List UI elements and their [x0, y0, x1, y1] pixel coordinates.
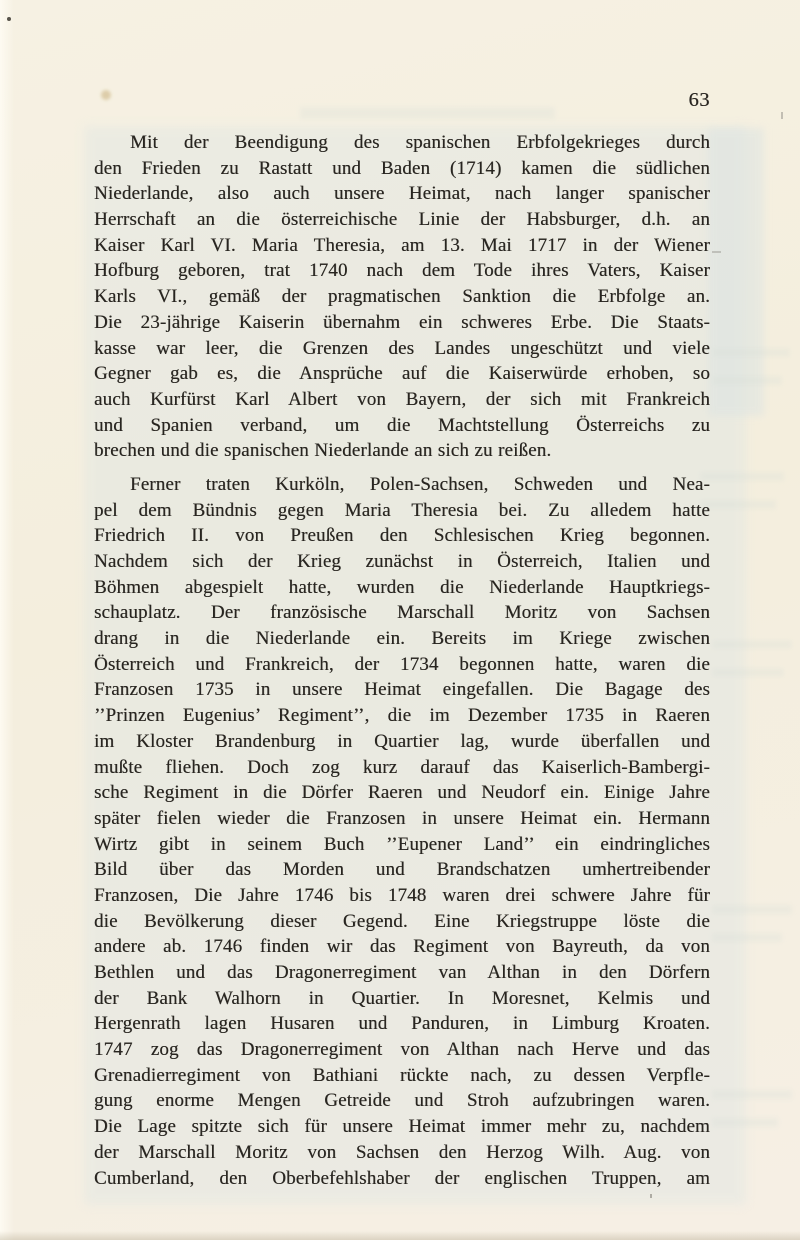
text-line: gung enorme Mengen Getreide und Stroh aufzubringen waren. [94, 1090, 710, 1112]
scan-mark [712, 251, 721, 253]
text-line: der Marschall Moritz von Sachsen den Herzog Wilh. Aug. von [94, 1141, 710, 1163]
text-line: Gegner gab es, die Ansprüche auf die Kaiserwürde erhoben, so [94, 363, 710, 385]
text-line: Cumberland, den Oberbefehlshaber der englischen Truppen, am [94, 1167, 710, 1189]
text-line: pel dem Bündnis gegen Maria Theresia bei. Zu alledem hatte [94, 499, 710, 521]
text-line: kasse war leer, die Grenzen des Landes ungeschützt und viele [94, 337, 710, 359]
text-column [94, 88, 710, 1191]
text-line: brechen und die spanischen Niederlande an sich zu reißen. [94, 440, 552, 462]
paragraph [94, 130, 710, 464]
text-line: den Frieden zu Rastatt und Baden (1714) kamen die südlichen [94, 157, 710, 179]
bleed-through-smudge [712, 348, 790, 357]
text-line: im Kloster Brandenburg in Quartier lag, wurde überfallen und [94, 730, 710, 752]
text-line: Wirtz gibt in seinem Buch ’’Eupener Land’’ ein eindringliches [94, 833, 710, 855]
text-line: Franzosen 1735 in unsere Heimat eingefallen. Die Bagage des [94, 679, 710, 701]
bleed-through-tint-topright [708, 128, 764, 416]
text-line: Hergenrath lagen Husaren und Panduren, in Limburg Kroaten. [94, 1013, 710, 1035]
ink-speck [7, 17, 11, 21]
scan-mark [781, 112, 783, 119]
bleed-through-smudge [712, 1118, 778, 1127]
bleed-through-smudge [700, 472, 784, 481]
paragraph [94, 472, 710, 1191]
text-line: auch Kurfürst Karl Albert von Bayern, der sich mit Frankreich [94, 388, 710, 410]
text-line: ’’Prinzen Eugenius’ Regiment’’, die im Dezember 1735 in Raeren [94, 705, 710, 727]
text-line: Nachdem sich der Krieg zunächst in Österreich, Italien und [94, 551, 710, 572]
text-line: Karls VI., gemäß der pragmatischen Sanktion die Erbfolge an. [94, 286, 710, 308]
page-bottom-edge-shadow [0, 1231, 800, 1240]
bleed-through-smudge [712, 640, 792, 649]
bleed-through-smudge [712, 376, 782, 385]
text-line: sche Regiment in die Dörfer Raeren und Neudorf ein. Einige Jahre [94, 782, 710, 804]
text-line: mußte fliehen. Doch zog kurz darauf das Kaiserlich-Bambergi- [94, 756, 710, 778]
text-line: Die Lage spitzte sich für unsere Heimat immer mehr zu, nachdem [94, 1116, 710, 1138]
text-line: Bethlen und das Dragonerregiment van Althan in den Dörfern [94, 962, 710, 983]
text-line: Hofburg geboren, trat 1740 nach dem Tode ihres Vaters, Kaiser [94, 260, 710, 282]
page-number: 63 [688, 89, 710, 111]
bleed-through-smudge [712, 933, 782, 942]
text-line: Friedrich II. von Preußen den Schlesischen Krieg begonnen. [94, 525, 710, 547]
text-line: drang in die Niederlande ein. Bereits im Kriege zwischen [94, 628, 710, 650]
text-line: Grenadierregiment von Bathiani rückte nach, zu dessen Verpfle- [94, 1064, 710, 1086]
text-line: Böhmen abgespielt hatte, wurden die Niederlande Hauptkriegs- [94, 576, 710, 598]
text-line: und Spanien verband, um die Machtstellung Österreichs zu [94, 414, 710, 436]
text-line: Franzosen, Die Jahre 1746 bis 1748 waren drei schwere Jahre für [94, 884, 710, 906]
text-line: Herrschaft an die österreichische Linie der Habsburger, d.h. an [94, 209, 710, 231]
text-line: Die 23-jährige Kaiserin übernahm ein schweres Erbe. Die Staats- [94, 311, 710, 333]
text-line: Niederlande, also auch unsere Heimat, nach langer spanischer [94, 183, 710, 205]
text-line: Österreich und Frankreich, der 1734 begonnen hatte, waren die [94, 653, 710, 675]
text-line: andere ab. 1746 finden wir das Regiment von Bayreuth, da von [94, 936, 710, 958]
page-left-edge-highlight [0, 0, 14, 1240]
bleed-through-smudge [712, 1090, 792, 1099]
text-line: Kaiser Karl VI. Maria Theresia, am 13. Mai 1717 in der Wiener [94, 234, 710, 256]
text-line: Mit der Beendigung des spanischen Erbfolgekrieges durch [130, 132, 710, 153]
text-line: Ferner traten Kurköln, Polen-Sachsen, Schweden und Nea- [130, 473, 710, 495]
bleed-through-smudge [700, 500, 776, 509]
scan-mark [650, 1194, 652, 1198]
bleed-through-smudge [712, 668, 784, 677]
text-line: der Bank Walhorn in Quartier. In Moresnet, Kelmis und [94, 987, 710, 1009]
bleed-through-smudge [712, 905, 792, 914]
text-line: 1747 zog das Dragonerregiment von Althan nach Herve und das [94, 1039, 710, 1061]
text-line: die Bevölkerung dieser Gegend. Eine Kriegstruppe löste die [94, 910, 710, 932]
text-line: Bild über das Morden und Brandschatzen umhertreibender [94, 859, 710, 881]
text-line: später fielen wieder die Franzosen in unsere Heimat ein. Hermann [94, 807, 710, 829]
text-line: schauplatz. Der französische Marschall Moritz von Sachsen [94, 602, 710, 624]
